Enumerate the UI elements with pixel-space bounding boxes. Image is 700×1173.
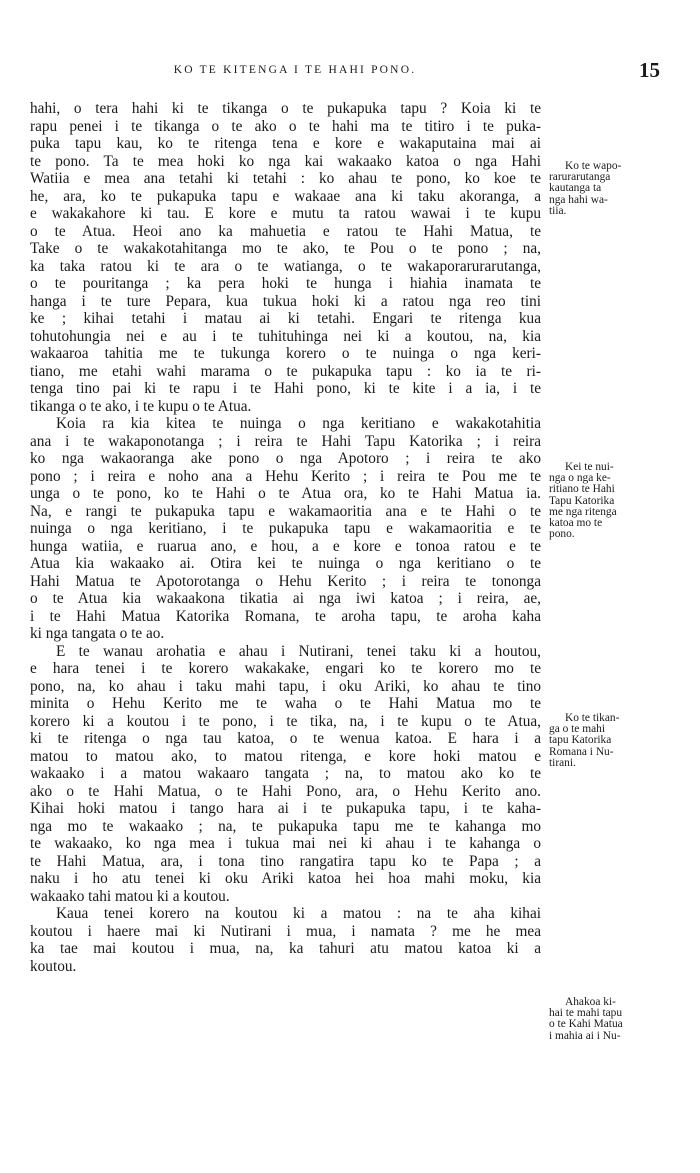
text-line: E te wanau arohatia e ahau i Nutirani, tenei taku ki a houtou, [56, 642, 541, 660]
text-line: Kaua tenei korero na koutou ki a matou : na te aha kihai [56, 905, 541, 922]
margin-note-line: ga o te mahi [549, 723, 605, 736]
text-line: unga o te pono, ko te Hahi o te Atua ora, ko te Hahi Matua ia. [30, 485, 541, 502]
text-line: tohutohungia nei e au i te tuhituhinga nei ki a koutou, na, kia [30, 327, 541, 345]
text-line: o te pouritanga ; ka pera hoki te hunga i hiahia inamata te [30, 275, 541, 292]
margin-note-line: Ko te tikan- [565, 712, 620, 724]
margin-note-line: kautanga ta [549, 182, 602, 195]
body-text [30, 100, 541, 975]
margin-note-line: rarurarutanga [549, 171, 611, 184]
text-line: nuinga o nga keritiano, i te pukapuka tapu e wakamaoritia e te [30, 520, 541, 537]
text-line: wakaako i a matou wakaaro tangata ; na, to matou ako ko te [30, 765, 541, 782]
text-line: minita o Hehu Kerito me te waha o te Hahi Matua mo te [30, 695, 541, 712]
running-head: KO TE KITENGA I TE HAHI PONO. [173, 64, 417, 76]
text-line: Hahi Matua te Apotorotanga o Hehu Kerito ; i reira te tononga [30, 572, 541, 590]
margin-note-line: tiia. [549, 204, 567, 217]
margin-note-line: Tapu Katorika [549, 494, 615, 507]
text-line: o te Atua. Heoi ano ka mahuetia e ratou te Hahi Matua, te [30, 222, 541, 240]
text-line: Na, e rangi te pukapuka tapu e wakamaoritia ana e te Hahi o te [30, 502, 541, 520]
text-line: ki te ritenga o nga tau katoa, o te wenua katoa. E hara i a [30, 730, 541, 747]
text-line: hahi, o tera hahi ki te tikanga o te pukapuka tapu ? Koia ki te [30, 100, 541, 117]
text-line: Take o te wakakotahitanga mo te ako, te Pou o te pono ; na, [30, 240, 541, 257]
margin-note-line: Ko te wapo- [565, 160, 622, 172]
text-line: tikanga o te ako, i te kupu o te Atua. [30, 397, 252, 415]
text-line: Watiia e mea ana tetahi ki tetahi : ko ahau te pono, ko koe te [30, 170, 541, 187]
text-line: o te Atua kia wakaakona tikatia ai nga iwi katoa ; i reira, ae, [30, 590, 541, 607]
text-line: e hara tenei i te korero wakakake, engari ko te korero mo te [30, 660, 541, 677]
text-line: te pono. Ta te mea hoki ko nga kai wakaako katoa o nga Hahi [30, 152, 541, 170]
text-line: nga mo te wakaako ; na, te pukapuka tapu me te kahanga mo [30, 817, 541, 835]
text-line: ki nga tangata o te ao. [30, 625, 165, 642]
text-line: naku i ho atu tenei ki oku Ariki katoa hei hoa mahi moku, kia [30, 870, 541, 887]
text-line: i te Hahi Matua Katorika Romana, te aroha tapu, te aroha kaha [30, 607, 541, 625]
margin-note-line: hai te mahi tapu [549, 1007, 623, 1020]
text-line: tiano, me etahi wahi marama o te pukapuka tapu : ko ia te ri- [30, 362, 541, 380]
text-line: wakaako tahi matou ki a koutou. [30, 887, 230, 905]
margin-note-4 [549, 997, 657, 1042]
text-line: ko nga wakaoranga ake pono o nga Apotoro ; i reira te ako [30, 450, 541, 467]
text-line: korero ki a koutou i te pono, i te tika, na, i te kupu o te Atua, [30, 712, 541, 730]
text-line: rapu penei i te tikanga o te ako o te hahi ma te titiro i te puka- [30, 117, 541, 135]
margin-note-line: nga o nga ke- [549, 472, 611, 485]
margin-note-line: katoa mo te [549, 516, 603, 529]
margin-note-2 [549, 462, 657, 540]
text-line: hanga i te ture Pepara, kua tukua hoki ki a ratou nga reo tini [30, 292, 541, 310]
margin-note-line: Romana i Nu- [549, 745, 614, 758]
text-line: koutou. [30, 957, 77, 975]
text-line: wakaaroa tahitia me te tukunga korero o te nuinga o nga keri- [30, 345, 541, 362]
text-line: tenga tino pai ki te rapu i te Hahi pono, ki te kite i a ia, i te [30, 380, 541, 397]
margin-note-line: tirani. [549, 756, 576, 769]
margin-note-line: pono. [549, 528, 575, 541]
margin-note-1 [549, 161, 657, 217]
margin-note-line: tapu Katorika [549, 734, 612, 747]
text-line: koutou i haere mai ki Nutirani i mua, i namata ? me he mea [30, 922, 541, 940]
margin-note-line: me nga ritenga [549, 505, 617, 518]
text-line: ana i te wakaponotanga ; i reira te Hahi Tapu Katorika ; i reira [30, 432, 541, 450]
text-line: he, ara, ko te pukapuka tapu e wakaae ana ki taku akoranga, a [30, 187, 541, 205]
margin-note-3 [549, 713, 657, 769]
text-line: pono, na, ko ahau i taku mahi tapu, i oku Ariki, ko ahau te tino [30, 677, 541, 695]
text-line: matou to matou ako, to matou ritenga, e kore hoki matou e [30, 747, 541, 765]
margin-note-line: Kei te nui- [565, 461, 614, 473]
text-line: ako o te Hahi Matua, o te Hahi Pono, ara, o Hehu Kerito ano. [30, 782, 541, 800]
margin-note-line: ritiano te Hahi [549, 483, 615, 496]
text-line: Kihai hoki matou i tango hara ai i te pukapuka tapu, i te kaha- [30, 800, 541, 817]
page-number: 15 [639, 58, 660, 82]
text-line: te Hahi Matua, ara, i tona tino rangatira tapu ko te Papa ; a [30, 852, 541, 870]
text-line: ke ; kihai tetahi i matau ai ki tetahi. Engari te ritenga kua [30, 310, 541, 327]
text-line: te wakaako, ko nga mea i tukua mai nei ki ahau i te kahanga o [30, 835, 541, 852]
margin-note-line: Ahakoa ki- [565, 996, 616, 1008]
text-line: ka tae mai koutou i mua, na, ka tahuri atu matou katoa ki a [30, 940, 541, 957]
text-line: hunga watiia, e ruarua ano, e hou, a e kore e tonoa ratou e te [30, 537, 541, 555]
text-line: Atua kia wakaako ai. Otira kei te nuinga o nga keritiano o te [30, 555, 541, 572]
text-line: pono ; i reira e noho ana a Hehu Kerito ; i reira te Pou me te [30, 467, 541, 485]
text-line: Koia ra kia kitea te nuinga o nga keritiano e wakakotahitia [56, 415, 541, 432]
text-line: puka tapu kau, ko te ritenga tena e kore e wakaputaina mai ai [30, 135, 541, 152]
margin-note-line: o te Kahi Matua [549, 1018, 623, 1031]
margin-note-line: nga hahi wa- [549, 193, 608, 206]
text-line: ka taka ratou ki te ara o te watianga, o te wakaporarurarutanga, [30, 257, 541, 275]
margin-note-line: i mahia ai i Nu- [549, 1029, 621, 1042]
text-line: e wakakahore ki tau. E kore e mutu ta ratou wawai i te kupu [30, 205, 541, 222]
